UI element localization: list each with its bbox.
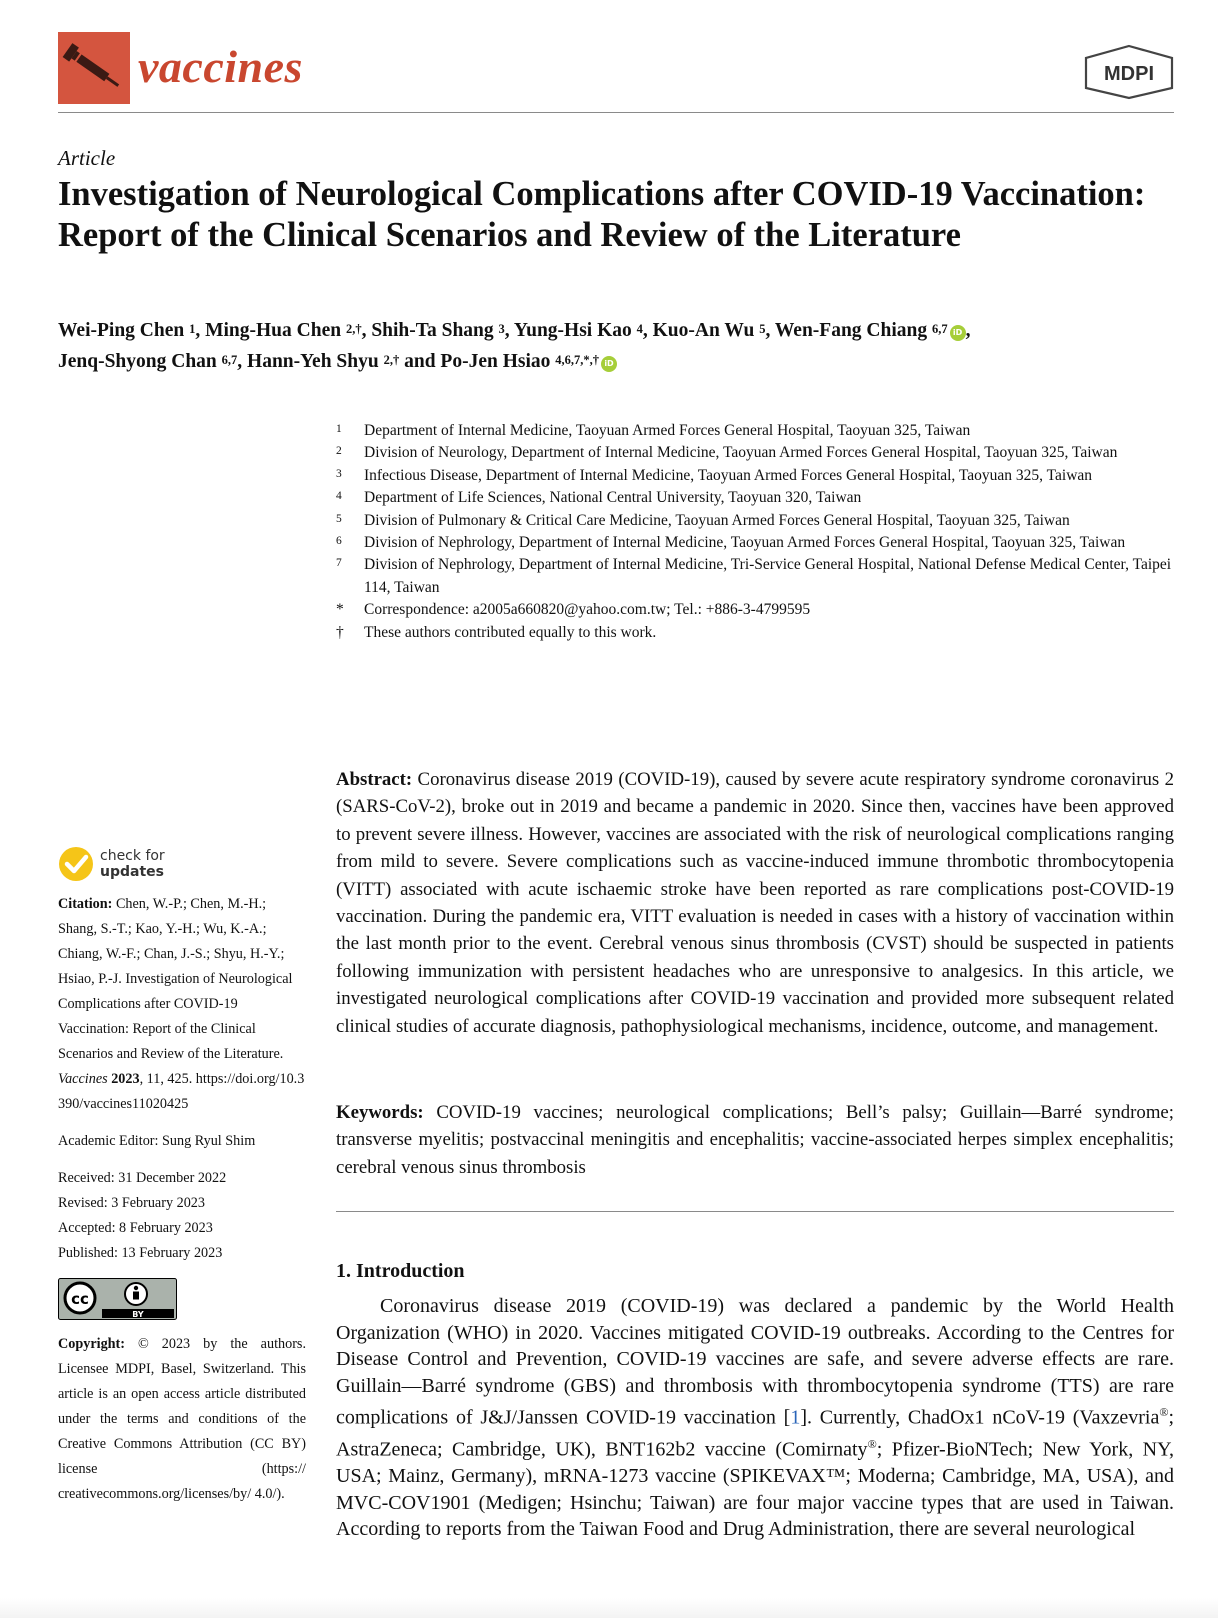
citation-text: Chen, W.-P.; Chen, M.-H.; Shang, S.-T.; Kao, Y.-H.; Wu, K.-A.; Chiang, W.-F.; Chan, J.-S.; Shyu, H.-Y.; Hsiao, P.-J. Investigation of Neurological Complications after COVID-19 Vaccination: Report of the Clinical Scenarios and Review of the Literature. [58,896,293,1062]
affiliation-mark: 5 [336,512,342,525]
introduction-paragraph [336,1293,1174,1543]
affiliation-mark: 6 [336,535,342,548]
doi-link[interactable]: https://doi.org/10.3390/vaccines11020425 [58,1071,305,1112]
affiliation-mark: † [336,623,344,641]
registered-mark: ® [867,1437,877,1452]
registered-mark: ® [1159,1405,1169,1419]
article-type: Article [58,146,116,170]
author-separator: and [399,351,441,372]
affiliation-mark: 3 [336,467,342,480]
author-name: Wei-Ping Chen [58,320,190,341]
citation-label: Citation: [58,896,113,912]
citation-journal: Vaccines [58,1071,108,1087]
intro-text: ; Pfizer-BioNTech; New York, NY, USA; Mainz, Germany), mRNA-1273 vaccine (SPIKEVAX™; Moderna; Cambridge, MA, USA), and MVC-COV1901 (Medigen; Hsinchu; Taiwan) are four major vaccine types that are used in Taiwan. According to reports from the Taiwan Food and Drug Administration, there are several neurological [336,1438,1174,1541]
affiliation-item [336,599,1196,621]
author-affiliation-marks: 4,6,7,*,† [555,353,600,367]
page-title: Investigation of Neurological Complications after COVID-19 Vaccination: Report of the Clinical Scenarios and Review of the Literature [58,175,1146,254]
journal-logo [58,32,130,104]
section-divider [336,1211,1174,1212]
affiliation-text: Correspondence: a2005a660820@yahoo.com.tw; Tel.: +886-3-4799595 [364,601,811,619]
author-list [58,316,1174,378]
check-for-updates[interactable] [100,848,165,880]
author-separator: , [965,320,971,341]
citation-volume: , 11, 425. [139,1071,193,1087]
publication-dates [58,1166,306,1266]
published-date: Published: 13 February 2023 [58,1245,223,1261]
copyright-notice [58,1332,306,1507]
author-name: Po-Jen Hsiao [440,351,556,372]
accepted-date: Accepted: 8 February 2023 [58,1220,213,1236]
orcid-icon[interactable]: iD [950,325,966,341]
abstract [336,766,1174,1040]
affiliation-text: Division of Nephrology, Department of Internal Medicine, Tri-Service General Hospital, National Defense Medical Center, Taipei 114, Taiwan [364,556,1172,596]
author-name: Wen-Fang Chiang [774,320,932,341]
by-label: BY [132,1310,144,1319]
author-separator: , [504,320,514,341]
academic-editor: Academic Editor: Sung Ryul Shim [58,1133,256,1149]
copyright-text: © 2023 by the authors. Licensee MDPI, Basel, Switzerland. This article is an open access article distributed under the terms and conditions of the Creative Commons Attribution (CC BY) license (https:// creativecommons.org/licenses/by/ 4.0/). [58,1336,306,1502]
received-date: Received: 31 December 2022 [58,1170,227,1186]
author-name: Ming-Hua Chen [205,320,346,341]
publisher-name: MDPI [1104,63,1154,85]
keywords-label: Keywords: [336,1102,424,1123]
author-separator: , [237,351,248,372]
intro-text: ]. Currently, ChadOx1 nCoV-19 (Vaxzevria [800,1406,1160,1429]
author-affiliation-marks: 6,7 [932,322,948,336]
author-affiliation-marks: 4 [636,322,643,336]
affiliation-item [336,487,1196,509]
copyright-label: Copyright: [58,1336,125,1352]
updates-label: updates [100,864,164,880]
keywords [336,1099,1174,1181]
author-separator: , [765,320,775,341]
affiliation-text: Infectious Disease, Department of Internal Medicine, Taoyuan Armed Forces General Hospital, Taoyuan 325, Taiwan [364,466,1093,484]
cc-by-license-badge[interactable] [58,1278,177,1320]
abstract-label: Abstract: [336,769,413,790]
mdpi-logo [1080,44,1178,100]
revised-date: Revised: 3 February 2023 [58,1195,205,1211]
author-name: Yung-Hsi Kao [513,320,637,341]
affiliation-item [336,510,1196,532]
cc-icon: cc [71,1290,89,1308]
affiliation-mark: 1 [336,423,342,435]
citation [58,892,306,1117]
affiliation-text: Division of Nephrology, Department of Internal Medicine, Taoyuan Armed Forces General Hospital, Taoyuan 325, Taiwan [364,534,1126,552]
affiliation-text: Division of Neurology, Department of Internal Medicine, Taoyuan Armed Forces General Hospital, Taoyuan 325, Taiwan [364,444,1118,462]
affiliation-text: Division of Pulmonary & Critical Care Medicine, Taoyuan Armed Forces General Hospital, Taoyuan 325, Taiwan [364,511,1070,529]
author-name: Shih-Ta Shang [371,320,499,341]
intro-text: Coronavirus disease 2019 (COVID-19) was declared a pandemic by the World Health Organization (WHO) in 2020. Vaccines mitigated COVID-19 outbreaks. According to the Centres for Disease Control and Prevention, COVID-19 vaccines are safe, and severe adverse effects are rare. Guillain—Barré syndrome (GBS) and thrombosis with thrombocytopenia syndrome (TTS) are rare complications of J&J/Janssen COVID-19 vaccination [ [336,1295,1174,1429]
intro-text: ; AstraZeneca; Cambridge, UK), BNT162b2 vaccine (Comirnaty [336,1406,1175,1461]
author-affiliation-marks: 2,† [345,322,362,336]
syringe-icon [58,32,130,104]
author-affiliation-marks: 5 [759,322,766,336]
affiliation-item [336,420,1196,442]
affiliation-item [336,442,1196,464]
page-bottom-shadow [0,1598,1218,1618]
affiliation-item [336,532,1196,554]
keywords-text: COVID-19 vaccines; neurological complications; Bell’s palsy; Guillain—Barré syndrome; transverse myelitis; postvaccinal meningitis and encephalitis; vaccine-associated herpes simplex encephalitis; cerebral venous sinus thrombosis [336,1102,1174,1178]
journal-name: vaccines [138,41,303,92]
author-affiliation-marks: 2,† [383,353,400,367]
author-affiliation-marks: 3 [498,322,505,336]
section-heading: 1. Introduction [336,1260,465,1282]
affiliation-item [336,554,1196,599]
author-separator: , [642,320,653,341]
author-name: Jenq-Shyong Chan [58,351,222,372]
author-name: Kuo-An Wu [652,320,760,341]
citation-year: 2023 [111,1071,140,1087]
affiliation-text: These authors contributed equally to this work. [364,623,657,641]
affiliation-mark: 2 [336,445,342,458]
abstract-text: Coronavirus disease 2019 (COVID-19), caused by severe acute respiratory syndrome coronavirus 2 (SARS-CoV-2), broke out in 2019 and became a pandemic in 2020. Since then, vaccines have been approved to prevent severe illness. However, vaccines are associated with the risk of neurological complications ranging from mild to severe. Severe complications such as vaccine-induced immune thrombotic thrombocytopenia (VITT) associated with acute ischaemic stroke have been reported as rare complications post-COVID-19 vaccination. During the pandemic era, VITT evaluation is needed in cases with a history of vaccination within the last month prior to the event. Cerebral venous sinus thrombosis (CVST) should be suspected in patients following immunization with persistent headaches who are unresponsive to analgesics. In this article, we investigated neurological complications after COVID-19 vaccination and provided more subsequent related clinical studies of accurate diagnosis, pathophysiological mechanisms, incidence, outcome, and management. [336,769,1174,1037]
affiliation-item [336,465,1196,487]
reference-link[interactable]: 1 [790,1406,801,1429]
affiliation-mark: 4 [336,490,342,503]
attribution-icon [134,1286,138,1290]
affiliation-list [336,420,1196,644]
orcid-icon[interactable]: iD [601,356,617,372]
header-divider [58,112,1174,113]
check-label: check for [100,848,165,864]
affiliation-item [336,622,1196,644]
author-separator: , [195,320,206,341]
sidebar [58,892,306,1507]
author-separator: , [361,320,372,341]
author-affiliation-marks: 1 [189,322,196,336]
author-affiliation-marks: 6,7 [221,353,238,367]
check-for-updates-icon[interactable] [58,846,94,882]
affiliation-text: Department of Internal Medicine, Taoyuan Armed Forces General Hospital, Taoyuan 325, Taiwan [364,422,971,439]
affiliation-text: Department of Life Sciences, National Central University, Taoyuan 320, Taiwan [364,489,862,507]
affiliation-mark: 7 [336,557,342,570]
author-name: Hann-Yeh Shyu [247,351,384,372]
affiliation-mark: * [336,601,344,619]
